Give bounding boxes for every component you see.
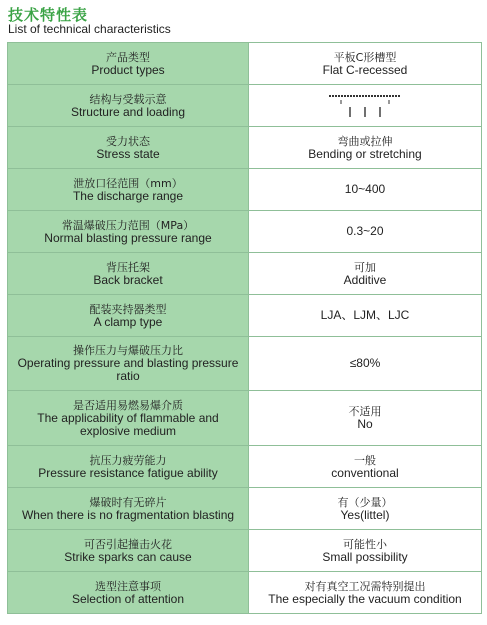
value-en: Yes(littel) xyxy=(340,507,390,522)
label-cn: 操作压力与爆破压力比 xyxy=(73,344,183,357)
value-text: 0.3~20 xyxy=(346,224,384,238)
row-value xyxy=(249,446,482,488)
value-cn: 对有真空工况需特别提出 xyxy=(304,579,426,593)
label-cn: 常温爆破压力范围（MPa） xyxy=(61,218,195,232)
table-row xyxy=(8,572,482,614)
table-row xyxy=(8,391,482,446)
value-cn: 一般 xyxy=(354,453,376,467)
value-text: LJA、LJM、LJC xyxy=(320,308,410,322)
row-label xyxy=(8,572,249,614)
row-value xyxy=(249,85,482,127)
value-en: Bending or stretching xyxy=(308,146,422,161)
label-cn: 产品类型 xyxy=(106,50,150,64)
label-en: The discharge range xyxy=(72,188,184,203)
label-en: A clamp type xyxy=(93,314,163,329)
label-cn: 可否引起撞击火花 xyxy=(84,537,172,551)
table-row xyxy=(8,211,482,253)
label-en: Structure and loading xyxy=(70,104,186,119)
label-cn: 泄放口径范围（mm） xyxy=(73,176,183,190)
row-value xyxy=(249,211,482,253)
row-label xyxy=(8,488,249,530)
label-cn: 受力状态 xyxy=(106,134,150,148)
value-text: 10~400 xyxy=(344,182,386,196)
row-label xyxy=(8,253,249,295)
row-value xyxy=(249,127,482,169)
value-cn: 可加 xyxy=(354,260,376,274)
label-cn: 爆破时有无碎片 xyxy=(89,495,167,509)
page-title-cn: 技术特性表 xyxy=(8,6,89,24)
table-row xyxy=(8,488,482,530)
row-label xyxy=(8,391,249,446)
row-label xyxy=(8,43,249,85)
table-row xyxy=(8,530,482,572)
row-value xyxy=(249,253,482,295)
table-row xyxy=(8,253,482,295)
row-value xyxy=(249,295,482,337)
row-value xyxy=(249,169,482,211)
table-row xyxy=(8,169,482,211)
label-cn: 是否适用易燃易爆介质 xyxy=(73,398,183,412)
table-row xyxy=(8,446,482,488)
value-cn: 平板C形槽型 xyxy=(333,50,397,64)
row-label xyxy=(8,337,249,391)
row-value xyxy=(249,488,482,530)
label-en: Pressure resistance fatigue ability xyxy=(38,465,218,480)
value-cn: 有（少量） xyxy=(337,495,393,509)
row-label xyxy=(8,211,249,253)
row-label xyxy=(8,169,249,211)
value-en: Additive xyxy=(343,272,387,287)
row-value xyxy=(249,391,482,446)
label-en: Stress state xyxy=(96,146,160,161)
page-title-en: List of technical characteristics xyxy=(8,22,171,36)
value-cn: 不适用 xyxy=(348,405,382,418)
value-en: conventional xyxy=(331,465,399,480)
value-cn: 可能性小 xyxy=(343,537,387,551)
label-en: Selection of attention xyxy=(71,591,185,606)
label-en: Back bracket xyxy=(93,272,163,287)
row-value xyxy=(249,43,482,85)
table-row xyxy=(8,85,482,127)
label-cn: 背压托架 xyxy=(106,260,150,274)
value-text: ≤80% xyxy=(349,356,381,370)
label-en: Strike sparks can cause xyxy=(64,549,192,564)
label-en: When there is no fragmentation blasting xyxy=(21,507,235,522)
table-row xyxy=(8,337,482,391)
row-value xyxy=(249,572,482,614)
label-en: Operating pressure and blasting pressure ratio xyxy=(17,356,239,383)
table-row xyxy=(8,43,482,85)
label-cn: 选型注意事项 xyxy=(95,579,161,593)
label-cn: 结构与受载示意 xyxy=(89,92,167,106)
table-row xyxy=(8,127,482,169)
value-en: No xyxy=(357,417,373,431)
label-en: The applicability of flammable and explosive medium xyxy=(37,410,219,438)
row-label xyxy=(8,127,249,169)
label-en: Normal blasting pressure range xyxy=(44,230,212,245)
label-en: Product types xyxy=(91,62,165,77)
value-cn: 弯曲或拉伸 xyxy=(337,134,393,148)
row-value xyxy=(249,530,482,572)
value-en: Small possibility xyxy=(322,549,408,564)
row-label xyxy=(8,85,249,127)
value-en: Flat C-recessed xyxy=(322,62,408,77)
table-row xyxy=(8,295,482,337)
row-value xyxy=(249,337,482,391)
value-en: The especially the vacuum condition xyxy=(268,591,462,606)
label-cn: 抗压力疲劳能力 xyxy=(89,453,167,467)
row-label xyxy=(8,295,249,337)
structure-loading-diagram-icon xyxy=(327,91,403,121)
row-label xyxy=(8,446,249,488)
label-cn: 配装夹持器类型 xyxy=(89,302,167,316)
spec-table xyxy=(7,42,482,614)
row-label xyxy=(8,530,249,572)
